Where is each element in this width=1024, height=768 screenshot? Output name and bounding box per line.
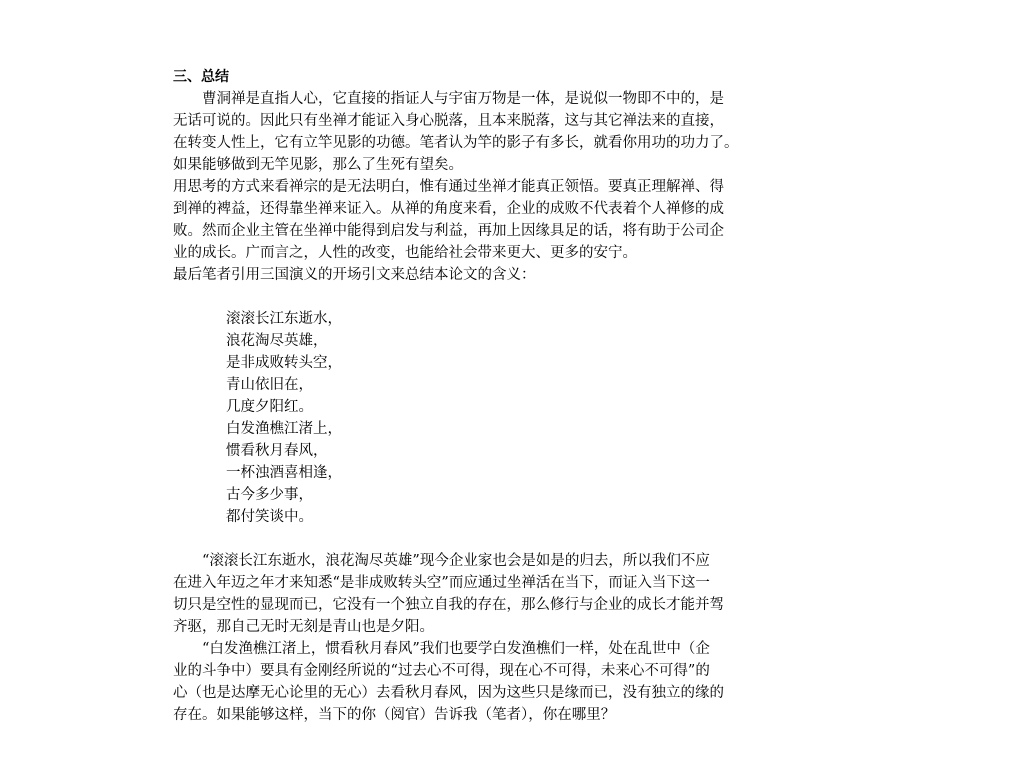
spacer <box>173 286 853 308</box>
poem-line: 白发渔樵江渚上， <box>226 421 342 437</box>
poem-line: 都付笑谈中。 <box>226 509 313 525</box>
spacer <box>173 528 853 550</box>
paragraph-yangtze-commentary: “滚滚长江东逝水，浪花淘尽英雄”现今企业家也会是如是的归去，所以我们不应 在进入年迈之年才来知悉“是非成败转头空”而应通过坐禅活在当下，而证入当下这一 切只是空性的显现而已，它没有一个独立自我的存在，那么修行与企业的成长才能并驾 齐驱，那自己无时无刻是青山也是夕阳。 <box>173 553 724 635</box>
paragraph-caodong: 曹洞禅是直指人心，它直接的指证人与宇宙万物是一体，是说似一物即不中的，是 无话可说的。因此只有坐禅才能证入身心脱落，且本来脱落，这与其它禅法来的直接， 在转变人性上，它有立竿见影的功德。笔者认为竿的影子有多长，就看你用功的功力了。 如果能够做到无竿见影，那么了生死有望矣。 <box>173 91 739 173</box>
poem-block <box>173 308 853 528</box>
poem-line: 惯看秋月春风， <box>226 443 328 459</box>
paragraph-fisherman-commentary: “白发渔樵江渚上，惯看秋月春风”我们也要学白发渔樵们一样，处在乱世中（企 业的斗争中）要具有金刚经所说的“过去心不可得，现在心不可得，未来心不可得”的 心（也是达摩无心论里的无心）去看秋月春风，因为这些只是缘而已，没有独立的缘的 存在。如果能够这样，当下的你（阅官）告诉我（笔者），你在哪里？ <box>173 641 724 723</box>
section-heading: 三、总结 <box>173 69 229 85</box>
poem-line: 青山依旧在， <box>226 377 313 393</box>
poem-line: 古今多少事， <box>226 487 313 503</box>
poem-line: 是非成败转头空， <box>226 355 342 371</box>
document-body <box>173 66 853 726</box>
poem-line: 一杯浊酒喜相逢， <box>226 465 342 481</box>
poem-line: 滚滚长江东逝水， <box>226 311 342 327</box>
poem-line: 浪花淘尽英雄， <box>226 333 328 349</box>
paragraph-quote-intro: 最后笔者引用三国演义的开场引文来总结本论文的含义： <box>173 267 536 283</box>
poem-line: 几度夕阳红。 <box>226 399 313 415</box>
paragraph-zen-thinking: 用思考的方式来看禅宗的是无法明白，惟有通过坐禅才能真正领悟。要真正理解禅、得 到禅的裨益，还得靠坐禅来证入。从禅的角度来看，企业的成败不代表着个人禅修的成 败。然而企业主管在坐禅中能得到启发与利益，再加上因缘具足的话，将有助于公司企 业的成长。广而言之，人性的改变，也能给社会带来更大、更多的安宁。 <box>173 179 724 261</box>
